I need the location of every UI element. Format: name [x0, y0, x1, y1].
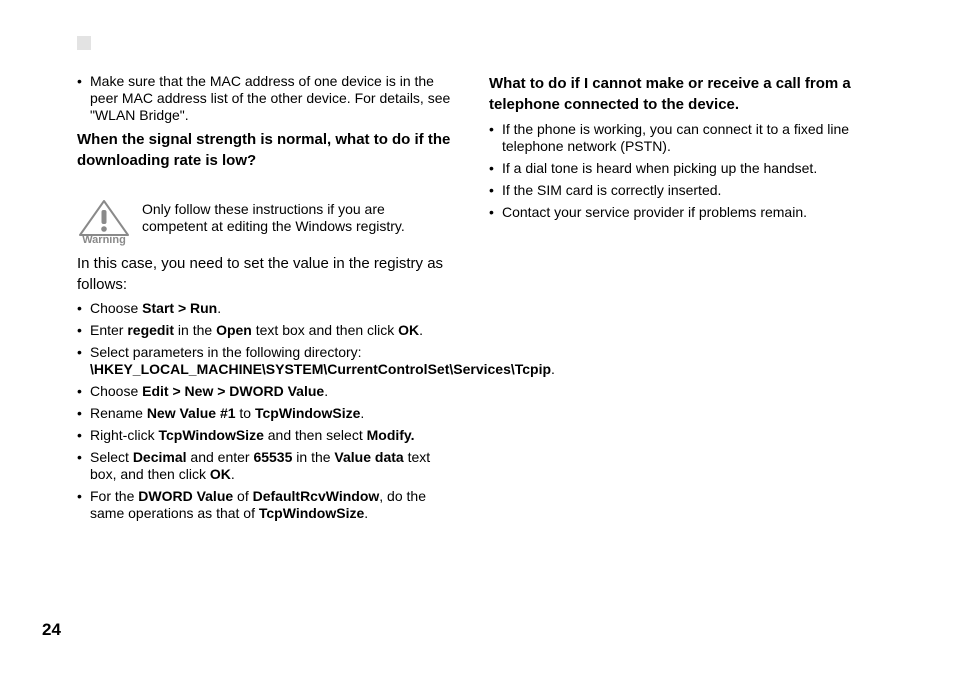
list-item [77, 383, 452, 400]
text-run: text box and then click [251, 322, 399, 338]
text-run: to [235, 405, 255, 421]
text-run: Select parameters in the following directory: [90, 344, 362, 360]
text-run: . [230, 466, 235, 482]
text-run: Rename [90, 405, 147, 421]
text-run: Enter [90, 322, 128, 338]
bold-term: Open [216, 322, 252, 338]
text-run: in the [292, 449, 335, 465]
bold-term: Decimal [132, 449, 187, 465]
bold-term: OK [209, 466, 231, 482]
text-run: Right-click [90, 427, 159, 443]
text-run: , do the same operations as that of [90, 488, 426, 521]
text-run: in the [174, 322, 217, 338]
instruction-paragraph: In this case, you need to set the value in the registry as follows: [77, 255, 444, 293]
list-item [77, 488, 452, 522]
list-item: • If the phone is working, you can connect it to a fixed line telephone network (PSTN). [489, 121, 869, 155]
warning-note [77, 201, 452, 253]
text-run: . [324, 383, 329, 399]
list-item [77, 427, 452, 444]
left-column [77, 73, 555, 527]
bold-term: TcpWindowSize [158, 427, 264, 443]
bold-term: Modify. [366, 427, 415, 443]
page-number: 24 [42, 620, 61, 639]
bold-term: 65535 [253, 449, 293, 465]
right-column [489, 73, 869, 226]
list-item: • Make sure that the MAC address of one device is in the peer MAC address list of the other device. For details, see "WLAN Bridge". [77, 73, 452, 124]
list-item [77, 405, 452, 422]
list-item [77, 344, 555, 378]
text-run: and then select [263, 427, 367, 443]
text-run: . [364, 505, 369, 521]
text-run: Choose [90, 383, 143, 399]
text-run: For the [90, 488, 139, 504]
text-run: Choose [90, 300, 143, 316]
bold-term: DWORD Value [138, 488, 234, 504]
warning-triangle-icon [77, 199, 131, 246]
bold-term: regedit [127, 322, 175, 338]
bold-term: New Value #1 [146, 405, 236, 421]
bold-term: Start > Run [142, 300, 218, 316]
bold-term: Value data [334, 449, 404, 465]
list-item: • If the SIM card is correctly inserted. [489, 182, 869, 199]
bold-term: Edit > New > DWORD Value [142, 383, 325, 399]
bold-term: \HKEY_LOCAL_MACHINE\SYSTEM\CurrentControlSet\Services\Tcpip [90, 361, 552, 377]
bold-term: TcpWindowSize [258, 505, 365, 521]
list-item [77, 322, 452, 339]
call-troubleshoot-list [489, 121, 869, 221]
text-run: . [360, 405, 365, 421]
text-run: . [551, 361, 555, 377]
warning-text: Only follow these instructions if you are competent at editing the Windows registry. [142, 201, 405, 234]
warning-label: Warning [82, 234, 126, 246]
list-item: • If a dial tone is heard when picking up the handset. [489, 160, 869, 177]
text-run: Select [90, 449, 133, 465]
text-run: . [217, 300, 222, 316]
list-item [77, 300, 452, 317]
bold-term: TcpWindowSize [255, 405, 361, 421]
list-item: • Contact your service provider if problems remain. [489, 204, 869, 221]
corner-mark [77, 36, 91, 50]
text-run: text box, and then click [90, 449, 431, 482]
text-run: . [419, 322, 424, 338]
list-item [77, 449, 452, 483]
text-run: of [233, 488, 253, 504]
bold-term: DefaultRcvWindow [252, 488, 380, 504]
intro-bullet-list [77, 73, 452, 124]
section-heading-call-problem: What to do if I cannot make or receive a call from a telephone connected to the device. [489, 75, 851, 113]
registry-steps-list [77, 300, 555, 522]
section-heading-download-rate: When the signal strength is normal, what to do if the downloading rate is low? [77, 131, 451, 169]
text-run: and enter [186, 449, 254, 465]
bold-term: OK [398, 322, 420, 338]
